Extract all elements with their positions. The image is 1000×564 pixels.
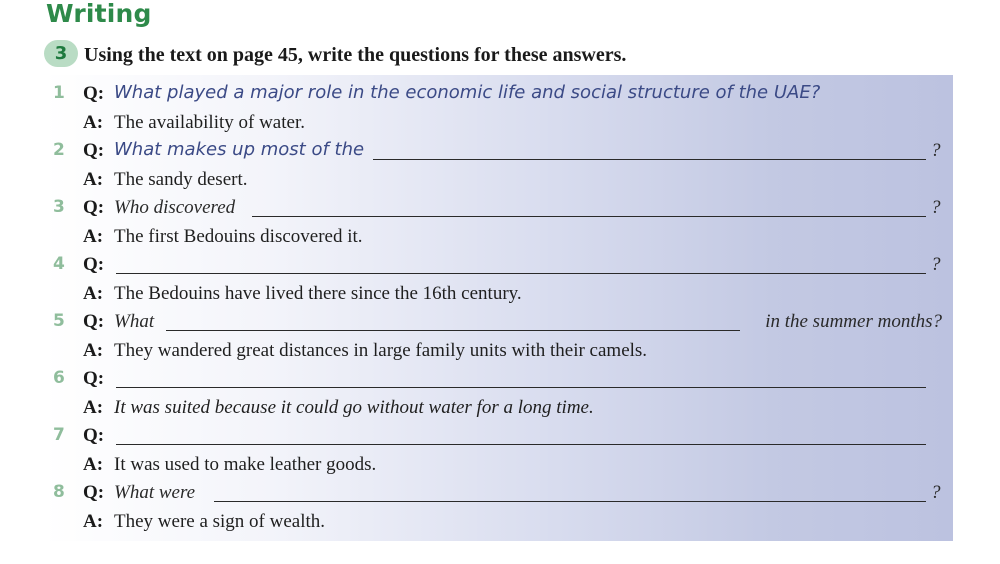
question-row-3 [44, 194, 953, 222]
handwritten-question-start: What makes up most of the [114, 139, 365, 160]
question-prompt-end: in the summer months? [765, 311, 942, 332]
answer-label: A: [83, 169, 104, 190]
item-number: 8 [53, 482, 65, 502]
question-label: Q: [83, 83, 105, 104]
exercise-instruction: Using the text on page 45, write the questions for these answers. [84, 44, 627, 66]
question-prompt-start: Who discovered [114, 197, 236, 218]
answer-row-5 [44, 337, 953, 365]
answer-label: A: [83, 112, 104, 133]
answer-blank-line[interactable] [116, 387, 926, 388]
answer-text: The first Bedouins discovered it. [114, 226, 363, 247]
question-mark: ? [931, 197, 941, 218]
answer-blank-line[interactable] [252, 216, 926, 217]
item-number: 4 [53, 254, 65, 274]
question-prompt-start: What [114, 311, 155, 332]
answer-text: The Bedouins have lived there since the 16th century. [114, 283, 522, 304]
answer-blank-line[interactable] [116, 273, 926, 274]
answer-row-4 [44, 280, 953, 308]
question-mark: ? [931, 140, 941, 161]
question-mark: ? [931, 254, 941, 275]
answer-text: The availability of water. [114, 112, 305, 133]
exercise-panel [44, 75, 953, 541]
exercise-number-badge: 3 [44, 40, 78, 67]
answer-text: They wandered great distances in large family units with their camels. [114, 340, 648, 361]
question-row-2 [44, 137, 953, 165]
question-mark: ? [931, 482, 941, 503]
answer-row-7 [44, 451, 953, 479]
question-row-4 [44, 251, 953, 279]
answer-label: A: [83, 340, 104, 361]
item-number: 7 [53, 425, 65, 445]
question-row-6 [44, 365, 953, 393]
answer-label: A: [83, 511, 104, 532]
handwritten-question: What played a major role in the economic life and social structure of the UAE? [114, 82, 821, 103]
question-label: Q: [83, 368, 105, 389]
section-title: Writing [46, 0, 152, 28]
answer-row-1 [44, 109, 953, 137]
question-label: Q: [83, 140, 105, 161]
answer-blank-line[interactable] [373, 159, 926, 160]
item-number: 6 [53, 368, 65, 388]
answer-blank-line[interactable] [166, 330, 740, 331]
question-row-5 [44, 308, 953, 336]
answer-label: A: [83, 226, 104, 247]
answer-text: It was suited because it could go without water for a long time. [114, 397, 594, 418]
question-label: Q: [83, 254, 105, 275]
item-number: 1 [53, 83, 65, 103]
question-label: Q: [83, 197, 105, 218]
question-label: Q: [83, 311, 105, 332]
question-label: Q: [83, 425, 105, 446]
question-label: Q: [83, 482, 105, 503]
item-number: 2 [53, 140, 65, 160]
answer-label: A: [83, 397, 104, 418]
question-row-8 [44, 479, 953, 507]
answer-blank-line[interactable] [116, 444, 926, 445]
item-number: 3 [53, 197, 65, 217]
answer-row-3 [44, 223, 953, 251]
answer-blank-line[interactable] [214, 501, 926, 502]
answer-text: The sandy desert. [114, 169, 248, 190]
question-row-1 [44, 80, 953, 108]
answer-label: A: [83, 283, 104, 304]
item-number: 5 [53, 311, 65, 331]
answer-text: It was used to make leather goods. [114, 454, 377, 475]
answer-label: A: [83, 454, 104, 475]
answer-text: They were a sign of wealth. [114, 511, 326, 532]
answer-row-6 [44, 394, 953, 422]
answer-row-8 [44, 508, 953, 536]
question-prompt-start: What were [114, 482, 196, 503]
answer-row-2 [44, 166, 953, 194]
question-row-7 [44, 422, 953, 450]
